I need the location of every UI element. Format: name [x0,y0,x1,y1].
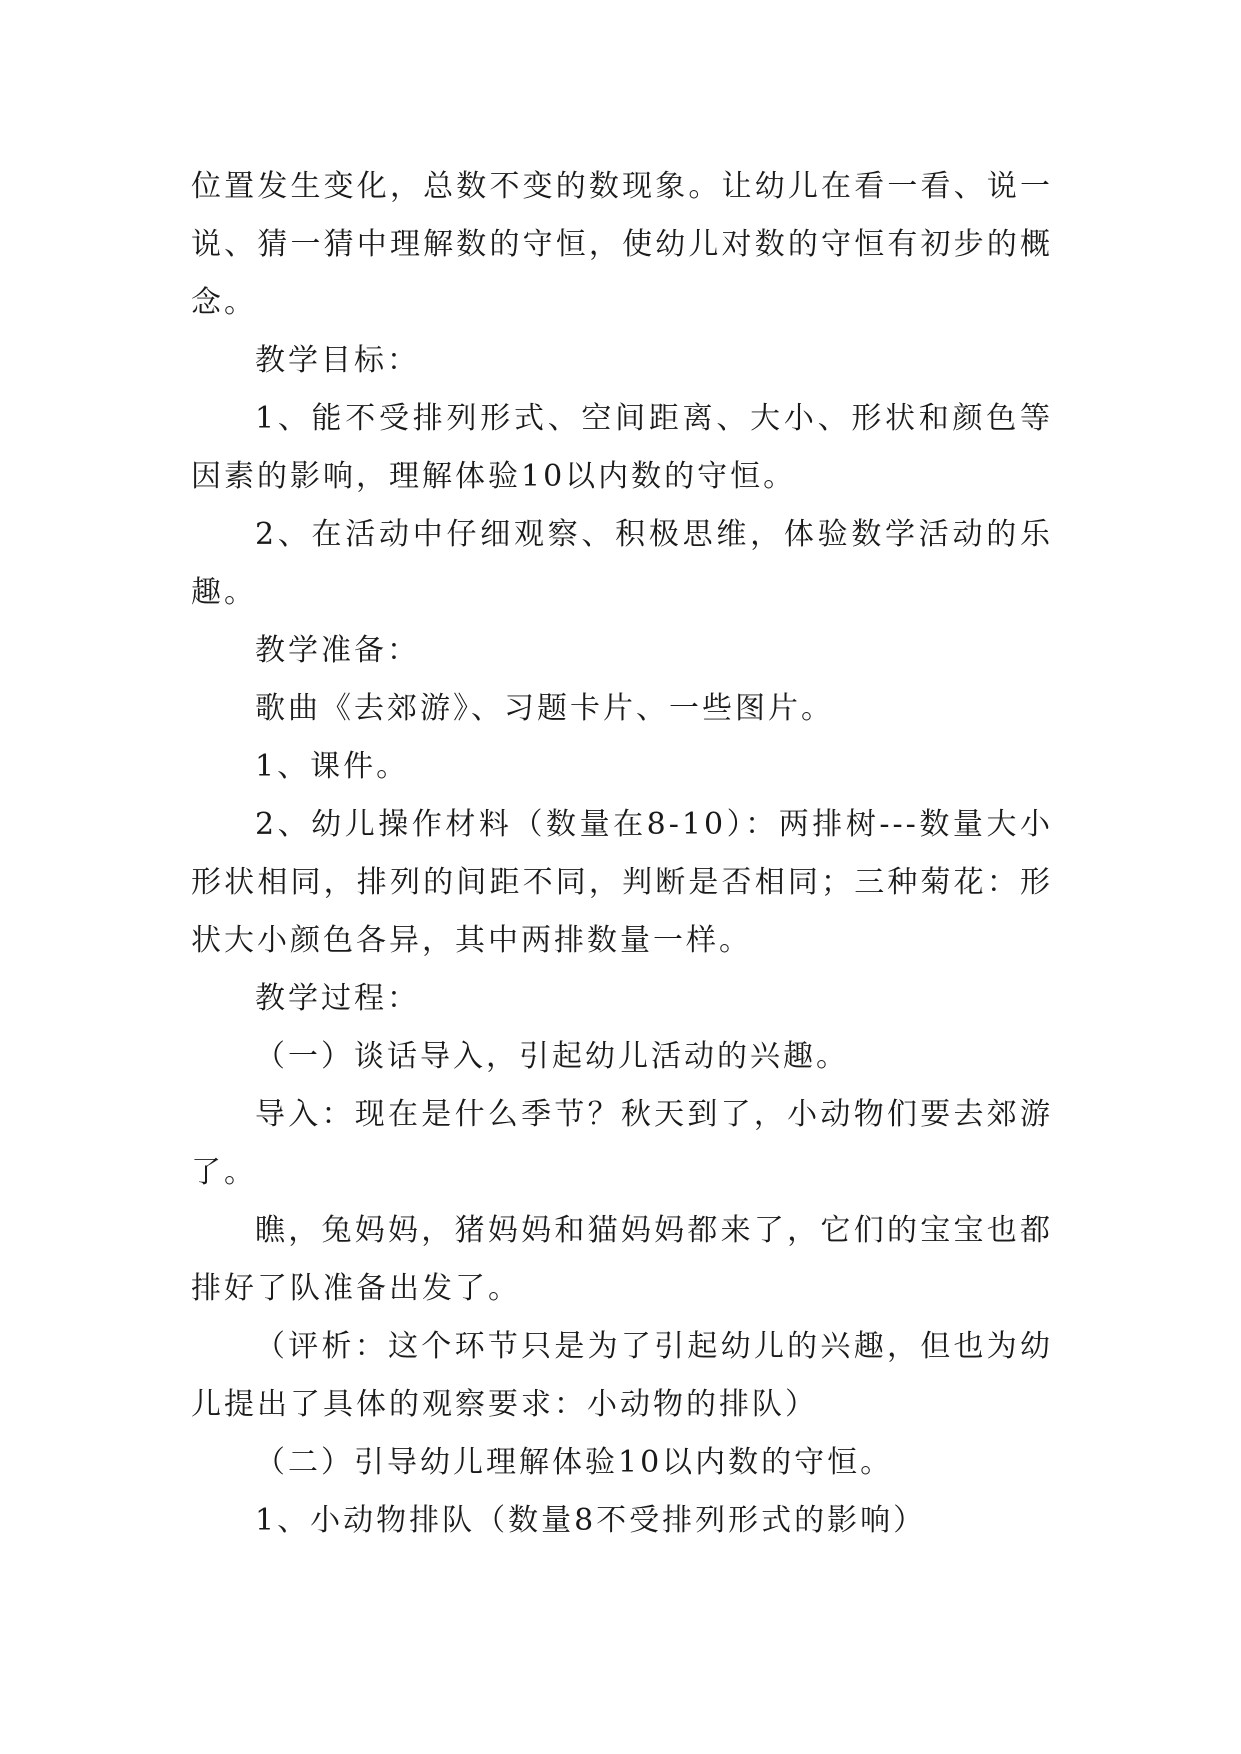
process-intro: 导入：现在是什么季节？秋天到了，小动物们要去郊游了。 [191,1097,1053,1190]
process-step-2-heading: （二）引导幼儿理解体验10以内数的守恒。 [255,1445,894,1480]
preparation-song: 歌曲《去郊游》、习题卡片、一些图片。 [255,691,834,726]
process-step-2-item-1: 1、小动物排队（数量8不受排列形式的影响） [255,1503,927,1538]
heading-teaching-preparation: 教学准备： [255,633,420,668]
process-story: 瞧，兔妈妈，猪妈妈和猫妈妈都来了，它们的宝宝也都排好了队准备出发了。 [191,1213,1053,1306]
heading-teaching-process: 教学过程： [255,981,420,1016]
process-step-1-heading: （一）谈话导入，引起幼儿活动的兴趣。 [255,1039,849,1074]
document-body [191,158,1053,1550]
process-commentary: （评析：这个环节只是为了引起幼儿的兴趣，但也为幼儿提出了具体的观察要求：小动物的排队） [191,1329,1053,1422]
paragraph-continuation: 位置发生变化，总数不变的数现象。让幼儿在看一看、说一说、猜一猜中理解数的守恒，使幼儿对数的守恒有初步的概念。 [191,169,1053,320]
preparation-item-2: 2、幼儿操作材料（数量在8-10）：两排树---数量大小形状相同，排列的间距不同，判断是否相同；三种菊花：形状大小颜色各异，其中两排数量一样。 [191,807,1053,958]
heading-teaching-goals: 教学目标： [255,343,420,378]
goal-item-1: 1、能不受排列形式、空间距离、大小、形状和颜色等因素的影响，理解体验10以内数的守恒。 [191,401,1053,494]
goal-item-2: 2、在活动中仔细观察、积极思维，体验数学活动的乐趣。 [191,517,1053,610]
preparation-item-1: 1、课件。 [255,749,410,784]
